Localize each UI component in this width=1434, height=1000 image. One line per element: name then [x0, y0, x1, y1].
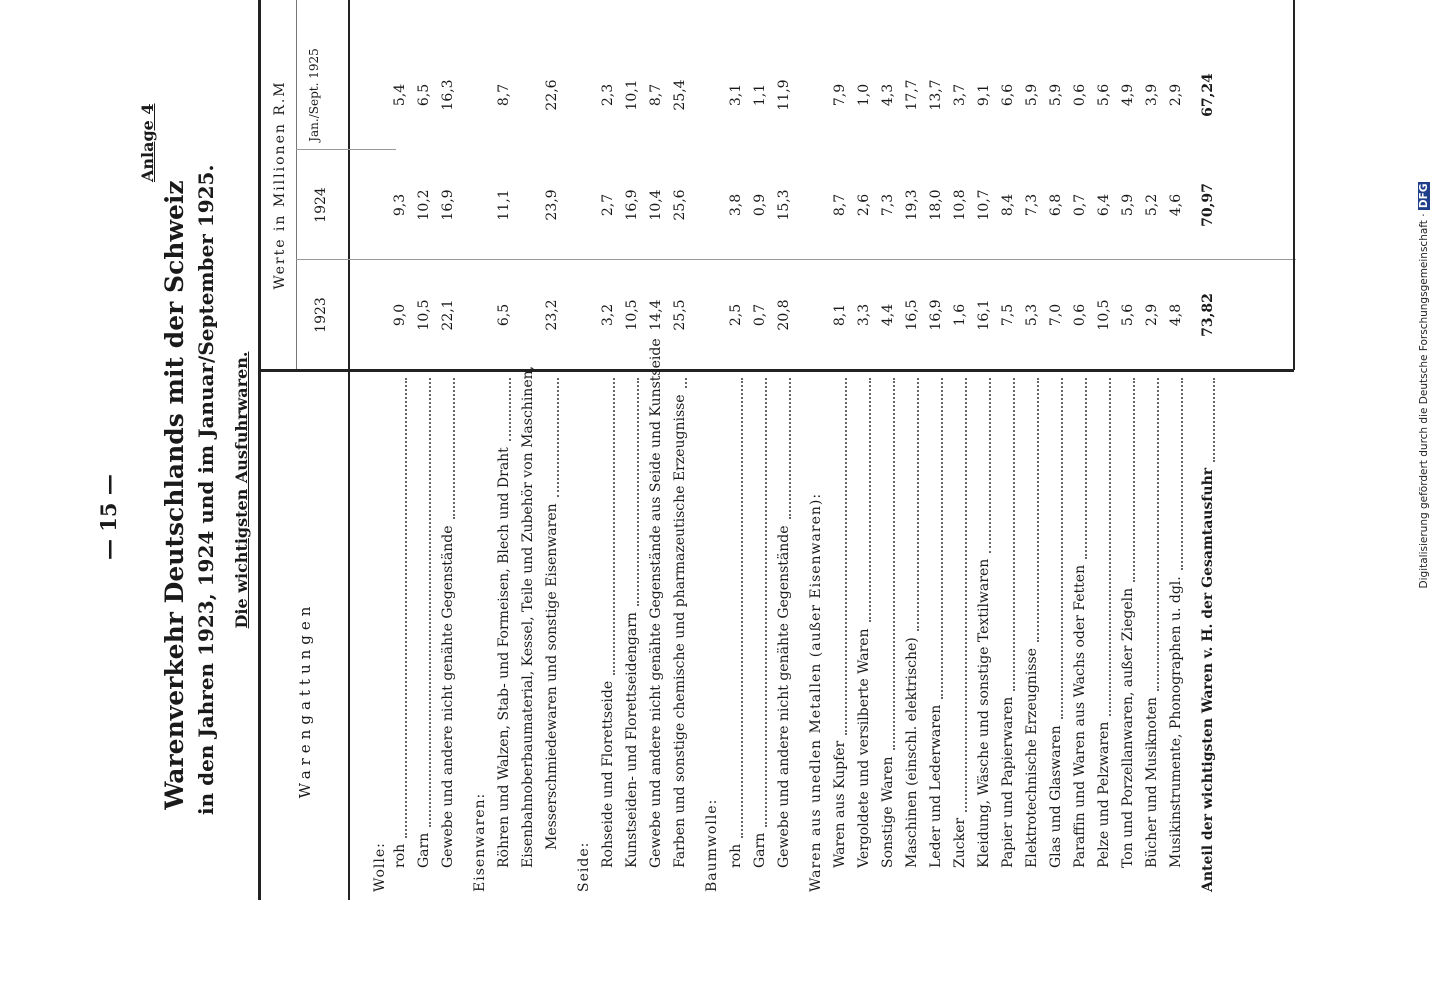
leader-dots: [1133, 378, 1135, 582]
row-label: Paraffin und Waren aus Wachs oder Fetten: [1072, 564, 1088, 868]
value-1923: 16,9: [928, 299, 944, 331]
row-label: Gewebe und andere nicht genähte Gegenstände aus Seide und Kunstseide: [648, 338, 664, 868]
value-1924: 7,3: [880, 193, 896, 217]
value-1925: 0,6: [1072, 83, 1088, 107]
value-1924: 70,97: [1200, 183, 1216, 227]
leader-dots: [965, 378, 967, 812]
row-label: roh: [728, 843, 744, 868]
value-1924: 25,6: [672, 189, 688, 221]
value-1923: 7,0: [1048, 303, 1064, 327]
value-1925: 6,5: [416, 83, 432, 107]
value-1925: 10,1: [624, 79, 640, 111]
value-1925: 16,3: [440, 79, 456, 111]
leader-dots: [1109, 378, 1111, 716]
value-1924: 10,2: [416, 189, 432, 221]
value-1925: 22,6: [544, 79, 560, 111]
page-number: — 15 —: [96, 474, 121, 560]
table-row: [948, 0, 972, 1000]
row-label: Kunstseiden- und Florettseidengarn: [624, 612, 640, 868]
value-1925: 7,9: [832, 83, 848, 107]
row-label: Sonstige Waren: [880, 756, 896, 868]
value-1924: 3,8: [728, 193, 744, 217]
value-1924: 2,6: [856, 193, 872, 217]
leader-dots: [1085, 378, 1087, 559]
value-1925: 13,7: [928, 79, 944, 111]
table-row: [644, 0, 668, 1000]
row-label: Seide:: [576, 841, 592, 892]
value-1924: 10,8: [952, 189, 968, 221]
digitization-credit: [1418, 0, 1430, 775]
leader-dots: [741, 378, 743, 838]
row-label: Röhren und Walzen, Stab- und Formeisen, Blech und Draht: [496, 447, 512, 868]
value-1923: 23,2: [544, 299, 560, 331]
row-label: roh: [392, 843, 408, 868]
table-row: [436, 0, 460, 1000]
table-row: [412, 0, 436, 1000]
value-1923: 8,1: [832, 303, 848, 327]
table-row: [620, 0, 644, 1000]
value-1923: 20,8: [776, 299, 792, 331]
value-1925: 5,9: [1024, 83, 1040, 107]
value-1924: 2,7: [600, 193, 616, 217]
value-1924: 18,0: [928, 189, 944, 221]
dfg-logo: DFG: [1418, 183, 1430, 209]
values-group-header: Werte in Millionen R.M: [272, 80, 288, 290]
value-1925: 4,9: [1120, 83, 1136, 107]
column-header-1923: 1923: [313, 297, 329, 333]
table-row: [388, 0, 412, 1000]
table-row: [828, 0, 852, 1000]
column-header-1924: 1924: [313, 187, 329, 223]
row-label: Garn: [416, 832, 432, 868]
value-1925: 5,4: [392, 83, 408, 107]
row-label: Waren aus Kupfer: [832, 740, 848, 868]
row-label: Garn: [752, 832, 768, 868]
row-label: Anteil der wichtigsten Waren v. H. der Gesamtausfuhr: [1200, 467, 1216, 892]
table-row: [1116, 0, 1140, 1000]
table-row: [772, 0, 796, 1000]
value-1924: 6,8: [1048, 193, 1064, 217]
value-1925: 67,24: [1200, 73, 1216, 117]
row-label: Zucker: [952, 817, 968, 868]
value-1925: 25,4: [672, 79, 688, 111]
row-label: Ton und Porzellanwaren, außer Ziegeln: [1120, 587, 1136, 868]
value-1925: 5,9: [1048, 83, 1064, 107]
leader-dots: [893, 378, 895, 750]
title-line-1: Warenverkehr Deutschlands mit der Schweiz: [160, 180, 189, 810]
value-1924: 11,1: [496, 189, 512, 221]
value-1923: 25,5: [672, 299, 688, 331]
table-row: [1068, 0, 1092, 1000]
value-1924: 9,3: [392, 193, 408, 217]
table-top-rule: [258, 0, 261, 900]
total-row: [1196, 0, 1220, 1000]
row-label: Eisenwaren:: [472, 792, 488, 892]
value-1923: 14,4: [648, 299, 664, 331]
value-1925: 3,1: [728, 83, 744, 107]
value-1925: 3,7: [952, 83, 968, 107]
leader-dots: [1061, 378, 1063, 719]
row-label: Papier und Papierwaren: [1000, 696, 1016, 868]
table-row: [668, 0, 692, 1000]
value-1924: 0,7: [1072, 193, 1088, 217]
value-1925: 11,9: [776, 79, 792, 111]
value-1924: 5,9: [1120, 193, 1136, 217]
row-label: Wolle:: [372, 842, 388, 892]
table-row: [876, 0, 900, 1000]
row-label: Vergoldete und versilberte Waren: [856, 628, 872, 868]
leader-dots: [917, 378, 919, 631]
value-1923: 10,5: [624, 299, 640, 331]
value-1924: 10,4: [648, 189, 664, 221]
value-1925: 1,0: [856, 83, 872, 107]
table-row: [972, 0, 996, 1000]
table-row: [900, 0, 924, 1000]
value-1923: 10,5: [416, 299, 432, 331]
row-label: Gewebe und andere nicht genähte Gegenstände: [776, 525, 792, 868]
row-label: Baumwolle:: [704, 798, 720, 892]
table-bottom-rule: [1293, 0, 1295, 370]
value-1923: 4,8: [1168, 303, 1184, 327]
value-1923: 6,5: [496, 303, 512, 327]
value-1925: 8,7: [496, 83, 512, 107]
value-1924: 19,3: [904, 189, 920, 221]
table-row: [492, 0, 516, 1000]
value-1923: 10,5: [1096, 299, 1112, 331]
value-1924: 16,9: [624, 189, 640, 221]
credit-text: Digitalisierung gefördert durch die Deutsche Forschungsgemeinschaft ·: [1418, 213, 1430, 589]
value-1925: 6,6: [1000, 83, 1016, 107]
column-header-1925: Jan./Sept. 1925: [307, 48, 321, 142]
group-heading-row: [700, 0, 724, 1000]
value-1923: 5,6: [1120, 303, 1136, 327]
value-1923: 16,1: [976, 299, 992, 331]
table-row: [1020, 0, 1044, 1000]
row-label: Gewebe und andere nicht genähte Gegenstände: [440, 525, 456, 868]
table-row: [516, 0, 540, 1000]
leader-dots: [613, 378, 615, 675]
value-1923: 22,1: [440, 299, 456, 331]
group-heading-row: [468, 0, 492, 1000]
value-1924: 16,9: [440, 189, 456, 221]
subtitle: Die wichtigsten Ausfuhrwaren.: [232, 351, 251, 629]
value-1925: 4,3: [880, 83, 896, 107]
value-1923: 5,3: [1024, 303, 1040, 327]
row-label: Waren aus unedlen Metallen (außer Eisenwaren):: [808, 492, 824, 892]
value-1923: 0,7: [752, 303, 768, 327]
row-label: Pelze und Pelzwaren: [1096, 721, 1112, 868]
leader-dots: [685, 378, 687, 388]
value-1923: 9,0: [392, 303, 408, 327]
value-1923: 2,5: [728, 303, 744, 327]
table-row: [1092, 0, 1116, 1000]
appendix-label: Anlage 4: [138, 103, 157, 182]
value-1924: 5,2: [1144, 193, 1160, 217]
row-label: Kleidung, Wäsche und sonstige Textilwaren: [976, 558, 992, 868]
value-1923: 3,3: [856, 303, 872, 327]
leader-dots: [1181, 378, 1183, 570]
row-label: Eisenbahnoberbaumaterial, Kessel, Teile und Zubehör von Maschinen,: [520, 365, 536, 868]
row-label: Bücher und Musiknoten: [1144, 697, 1160, 868]
group-heading-row: [804, 0, 828, 1000]
value-1923: 16,5: [904, 299, 920, 331]
value-1924: 8,4: [1000, 193, 1016, 217]
header-bottom-rule: [348, 0, 350, 900]
value-1923: 1,6: [952, 303, 968, 327]
value-1924: 8,7: [832, 193, 848, 217]
table-row: [852, 0, 876, 1000]
value-1923: 3,2: [600, 303, 616, 327]
row-label: Messerschmiedewaren und sonstige Eisenwaren: [544, 503, 560, 850]
title-line-2: in den Jahren 1923, 1924 und im Januar/September 1925.: [194, 164, 218, 815]
value-1925: 9,1: [976, 83, 992, 107]
leader-dots: [765, 378, 767, 827]
value-1923: 4,4: [880, 303, 896, 327]
table-row: [1140, 0, 1164, 1000]
value-1925: 8,7: [648, 83, 664, 107]
table-row: [1044, 0, 1068, 1000]
table-row: [996, 0, 1020, 1000]
value-1925: 5,6: [1096, 83, 1112, 107]
value-1925: 1,1: [752, 83, 768, 107]
row-label: Glas und Glaswaren: [1048, 725, 1064, 868]
value-1923: 2,9: [1144, 303, 1160, 327]
value-1924: 4,6: [1168, 193, 1184, 217]
leader-dots: [509, 378, 511, 441]
value-1924: 7,3: [1024, 193, 1040, 217]
leader-dots: [637, 378, 639, 606]
table-row: [596, 0, 620, 1000]
leader-dots: [789, 378, 791, 519]
row-label: Maschinen (einschl. elektrische): [904, 637, 920, 868]
value-1924: 15,3: [776, 189, 792, 221]
table-row: [540, 0, 564, 1000]
row-label: Leder und Lederwaren: [928, 704, 944, 868]
row-label: Elektrotechnische Erzeugnisse: [1024, 648, 1040, 868]
table-row: [924, 0, 948, 1000]
leader-dots: [941, 378, 943, 699]
table-row: [748, 0, 772, 1000]
leader-dots: [453, 378, 455, 519]
table-row: [1164, 0, 1188, 1000]
value-1923: 73,82: [1200, 293, 1216, 337]
value-1924: 23,9: [544, 189, 560, 221]
leader-dots: [989, 378, 991, 553]
leader-dots: [1013, 378, 1015, 691]
leader-dots: [869, 378, 871, 622]
leader-dots: [1213, 378, 1215, 462]
value-1924: 0,9: [752, 193, 768, 217]
row-label: Rohseide und Florettseide: [600, 680, 616, 868]
value-1925: 2,9: [1168, 83, 1184, 107]
group-header-rule: [296, 0, 297, 370]
table-row: [724, 0, 748, 1000]
leader-dots: [557, 378, 559, 497]
value-1925: 3,9: [1144, 83, 1160, 107]
value-1925: 17,7: [904, 79, 920, 111]
value-1923: 7,5: [1000, 303, 1016, 327]
leader-dots: [429, 378, 431, 827]
leader-dots: [405, 378, 407, 838]
group-heading-row: [572, 0, 596, 1000]
value-1925: 2,3: [600, 83, 616, 107]
row-label: Farben und sonstige chemische und pharmazeutische Erzeugnisse: [672, 394, 688, 868]
row-label: Musikinstrumente, Phonographen u. dgl.: [1168, 576, 1184, 868]
leader-dots: [845, 378, 847, 735]
leader-dots: [1157, 378, 1159, 691]
value-1923: 0,6: [1072, 303, 1088, 327]
label-column-header: Warengattungen: [296, 601, 314, 799]
leader-dots: [1037, 378, 1039, 642]
value-1924: 10,7: [976, 189, 992, 221]
value-1924: 6,4: [1096, 193, 1112, 217]
